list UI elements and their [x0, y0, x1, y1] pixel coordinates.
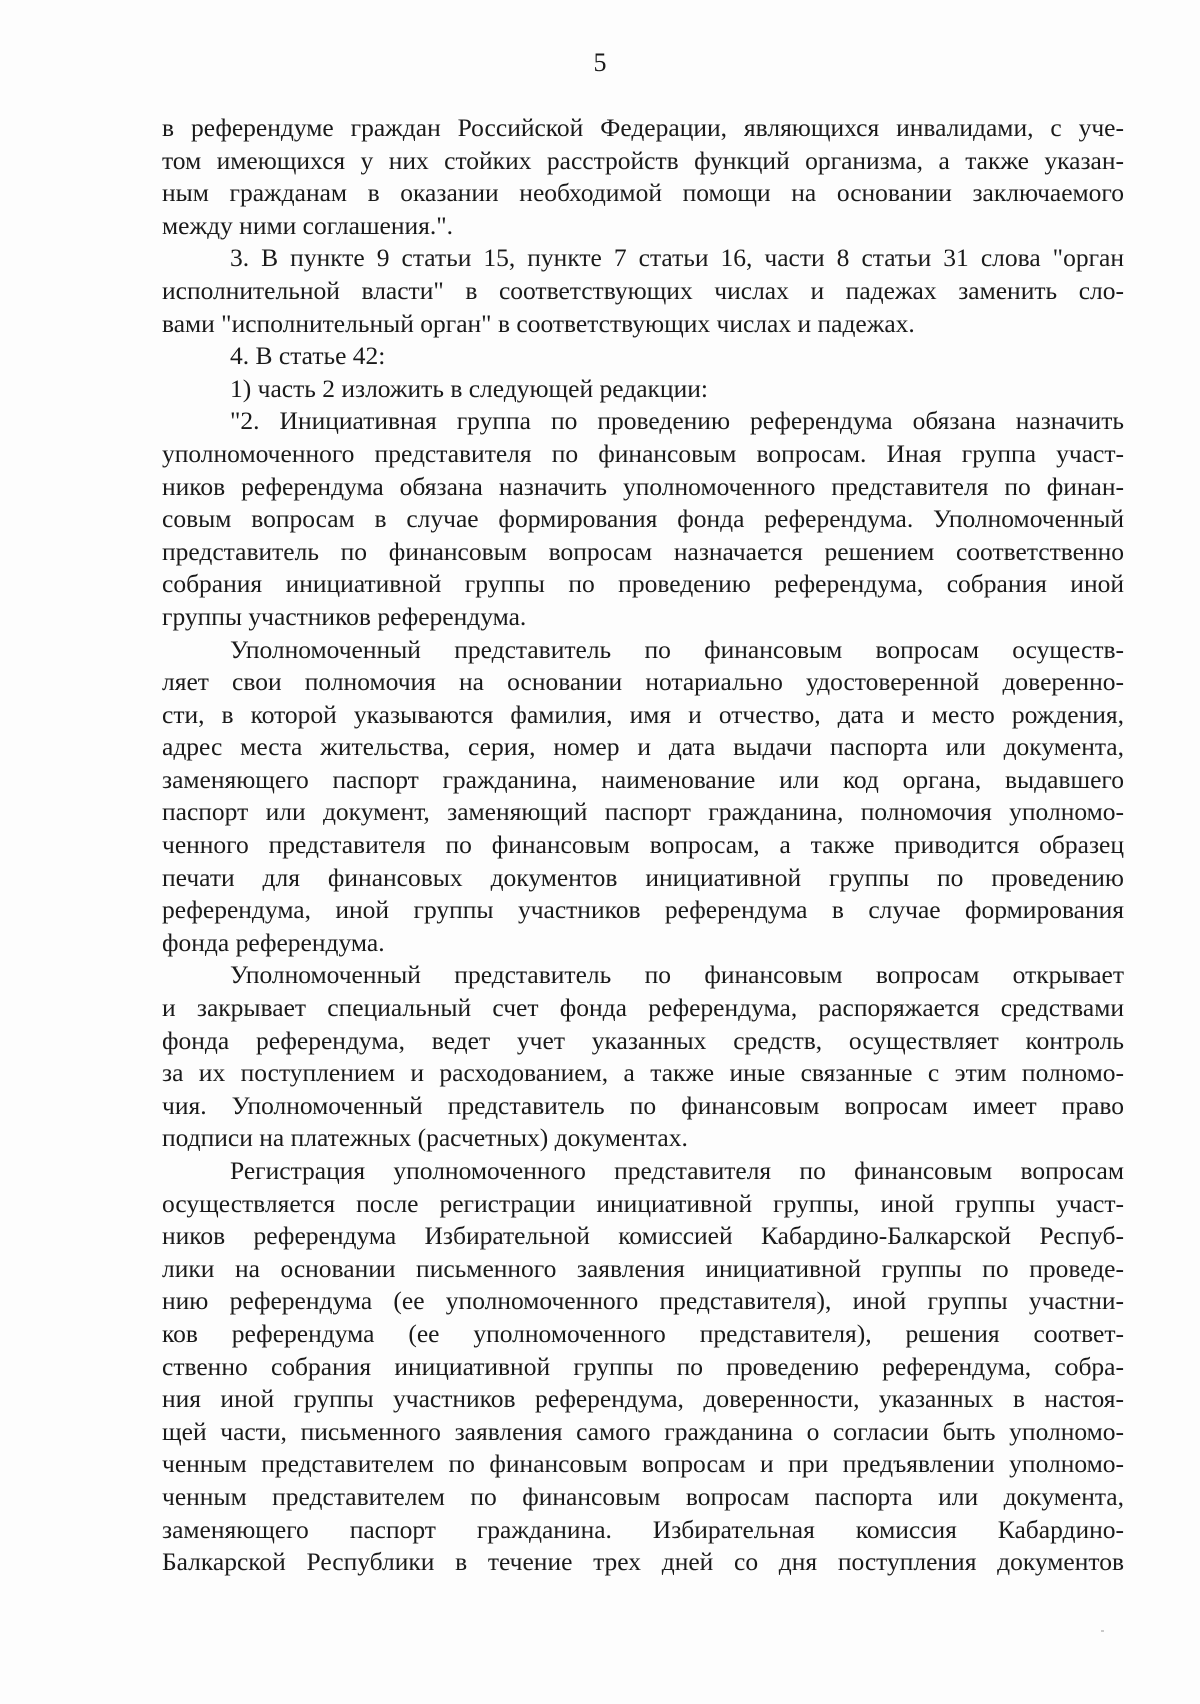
text-line: чия. Уполномоченный представитель по финансовым вопросам имеет право — [162, 1090, 1124, 1120]
text-line: собрания инициативной группы по проведению референдума, собрания иной — [162, 569, 1124, 599]
text-line: "2. Инициативная группа по проведению референдума обязана назначить — [230, 406, 1124, 436]
text-line: ным гражданам в оказании необходимой помощи на основании заключаемого — [162, 178, 1124, 208]
text-line: фонда референдума. — [162, 927, 385, 957]
text-line: адрес места жительства, серия, номер и дата выдачи паспорта или документа, — [162, 732, 1124, 762]
scan-artifact — [1101, 1630, 1104, 1632]
text-line: фонда референдума, ведет учет указанных средств, осуществляет контроль — [162, 1025, 1124, 1055]
text-line: заменяющего паспорт гражданина. Избирательная комиссия Кабардино- — [162, 1514, 1124, 1544]
page-number: 5 — [593, 48, 607, 77]
text-line: и закрывает специальный счет фонда референдума, распоряжается средствами — [162, 993, 1124, 1023]
text-line: ния иной группы участников референдума, доверенности, указанных в настоя- — [162, 1384, 1124, 1414]
text-line: исполнительной власти" в соответствующих числах и падежах заменить сло- — [162, 275, 1124, 305]
text-line: паспорт или документ, заменяющий паспорт гражданина, полномочия уполномо- — [162, 797, 1124, 827]
text-line: референдума, иной группы участников референдума в случае формирования — [162, 895, 1124, 925]
text-line: в референдуме граждан Российской Федерации, являющихся инвалидами, с уче- — [162, 113, 1124, 142]
text-line: ченного представителя по финансовым вопросам, а также приводится образец — [162, 830, 1124, 860]
text-line: уполномоченного представителя по финансовым вопросам. Иная группа участ- — [162, 438, 1124, 468]
text-line: ченным представителем по финансовым вопросам и при предъявлении уполномо- — [162, 1449, 1124, 1479]
text-line: между ними соглашения.". — [162, 210, 454, 240]
text-line: подписи на платежных (расчетных) документах. — [162, 1123, 688, 1153]
text-line: Уполномоченный представитель по финансовым вопросам осуществ- — [230, 634, 1124, 664]
text-line: 3. В пункте 9 статьи 15, пункте 7 статьи 16, части 8 статьи 31 слова "орган — [230, 243, 1124, 273]
text-line: том имеющихся у них стойких расстройств функций организма, а также указан- — [162, 145, 1124, 175]
text-line: 4. В статье 42: — [230, 341, 386, 371]
document-body — [162, 112, 1124, 1579]
text-line: лики на основании письменного заявления инициативной группы по проведе- — [162, 1253, 1124, 1283]
text-line: щей части, письменного заявления самого гражданина о согласии быть уполномо- — [162, 1416, 1124, 1446]
text-line: 1) часть 2 изложить в следующей редакции: — [230, 373, 708, 403]
text-line: Уполномоченный представитель по финансовым вопросам открывает — [230, 960, 1124, 990]
text-line: ников референдума Избирательной комиссией Кабардино-Балкарской Респуб- — [162, 1221, 1124, 1251]
text-line: Балкарской Республики в течение трех дней со дня поступления документов — [162, 1547, 1124, 1577]
text-line: совым вопросам в случае формирования фонда референдума. Уполномоченный — [162, 504, 1124, 534]
text-line: Регистрация уполномоченного представителя по финансовым вопросам — [230, 1156, 1124, 1185]
text-line: осуществляется после регистрации инициативной группы, иной группы участ- — [162, 1188, 1124, 1218]
text-line: печати для финансовых документов инициативной группы по проведению — [162, 862, 1124, 892]
text-line: группы участников референдума. — [162, 601, 527, 631]
text-line: представитель по финансовым вопросам назначается решением соответственно — [162, 536, 1124, 566]
text-line: ков референдума (ее уполномоченного представителя), решения соответ- — [162, 1318, 1124, 1348]
text-line: заменяющего паспорт гражданина, наименование или код органа, выдавшего — [162, 764, 1124, 794]
text-line: сти, в которой указываются фамилия, имя и отчество, дата и место рождения, — [162, 699, 1124, 729]
text-line: ников референдума обязана назначить уполномоченного представителя по финан- — [162, 471, 1124, 501]
text-line: вами "исполнительный орган" в соответствующих числах и падежах. — [162, 308, 915, 338]
text-line: ченным представителем по финансовым вопросам паспорта или документа, — [162, 1481, 1124, 1511]
text-line: ляет свои полномочия на основании нотариально удостоверенной доверенно- — [162, 667, 1124, 697]
text-line: за их поступлением и расходованием, а также иные связанные с этим полномо- — [162, 1058, 1124, 1088]
text-line: нию референдума (ее уполномоченного представителя), иной группы участни- — [162, 1286, 1124, 1316]
text-line: ственно собрания инициативной группы по проведению референдума, собра- — [162, 1351, 1124, 1381]
